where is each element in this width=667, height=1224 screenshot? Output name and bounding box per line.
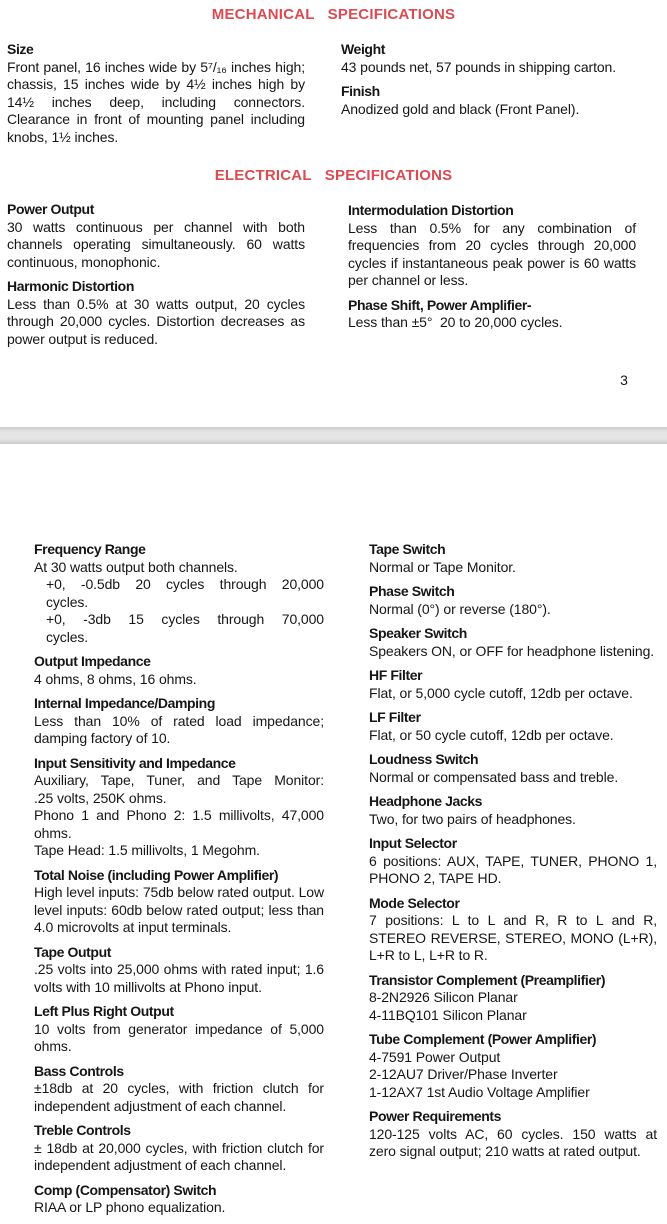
spec-definition: 2-12AU7 Driver/Phase Inverter	[369, 1066, 558, 1082]
spec-term: Mode Selector	[369, 894, 460, 911]
spec-section-tube-complement-power-amplifier	[369, 1031, 657, 1101]
spec-definition: Less than 10% of rated load impedance;	[34, 712, 324, 729]
spec-definition: Normal or compensated bass and treble.	[369, 768, 619, 785]
spec-term: Tape Switch	[369, 541, 446, 557]
spec-section-finish	[341, 83, 633, 118]
spec-definition: PHONO 2, TAPE HD.	[369, 870, 502, 886]
spec-definition: ±18db at 20 cycles, with friction clutch for independent adjustment of each channel.	[34, 1080, 324, 1114]
spec-term: Frequency Range	[34, 541, 146, 557]
electrical-right-column	[348, 202, 636, 339]
spec-term: Phase Shift, Power Amplifier-	[348, 296, 532, 313]
spec-definition: 6 positions: AUX, TAPE, TUNER, PHONO 1,	[369, 852, 657, 869]
spec-definition: 4 ohms, 8 ohms, 16 ohms.	[34, 670, 197, 687]
spec-section-bass-controls	[34, 1063, 324, 1116]
spec-section-phase-switch	[369, 583, 657, 618]
spec-section-frequency-range	[34, 541, 324, 646]
page-number: 3	[620, 372, 628, 388]
mechanical-left-column	[7, 41, 305, 153]
spec-definition: Flat, or 5,000 cycle cutoff, 12db per octave.	[369, 684, 633, 701]
spec-definition: Two, for two pairs of headphones.	[369, 810, 576, 827]
spec-term: Input Selector	[369, 835, 457, 851]
spec-section-treble-controls	[34, 1122, 324, 1175]
spec-definition: L+R to L, L+R to R.	[369, 947, 488, 963]
spec-term: Tube Complement (Power Amplifier)	[369, 1031, 597, 1047]
spec-term: Intermodulation Distortion	[348, 202, 514, 218]
page-divider	[0, 427, 667, 444]
spec-definition: RIAA or LP phono equalization.	[34, 1199, 226, 1215]
spec-definition: Flat, or 50 cycle cutoff, 12db per octave.	[369, 726, 614, 743]
spec-definition: Auxiliary, Tape, Tuner, and Tape Monitor:	[34, 772, 324, 788]
spec-term: Total Noise (including Power Amplifier)	[34, 866, 279, 883]
spec-definition: 43 pounds net, 57 pounds in shipping carton.	[341, 58, 617, 75]
spec-definition: Phono 1 and Phono 2: 1.5 millivolts, 47,000	[34, 807, 324, 823]
spec-section-internal-impedance-damping	[34, 695, 324, 748]
spec-section-headphone-jacks	[369, 793, 657, 828]
spec-term: Finish	[341, 83, 380, 99]
spec-definition: STEREO REVERSE, STEREO, MONO (L+R),	[369, 929, 657, 946]
spec-term: Weight	[341, 41, 386, 57]
spec-section-mode-selector	[369, 895, 657, 965]
spec-section-phase-shift-power-amplifier	[348, 297, 636, 332]
spec-section-tape-output	[34, 944, 324, 997]
spec-term: Headphone Jacks	[369, 793, 483, 809]
mechanical-right-column	[341, 41, 633, 125]
page2-right-column	[369, 541, 657, 1168]
spec-term: HF Filter	[369, 667, 423, 683]
spec-term: Internal Impedance/Damping	[34, 695, 215, 711]
spec-term: Power Requirements	[369, 1108, 502, 1124]
spec-definition: Anodized gold and black (Front Panel).	[341, 100, 580, 117]
spec-section-transistor-complement-preamplifier	[369, 972, 657, 1025]
spec-term: Input Sensitivity and Impedance	[34, 754, 236, 771]
spec-term: Harmonic Distortion	[7, 278, 134, 294]
spec-section-harmonic-distortion	[7, 278, 305, 348]
spec-section-hf-filter	[369, 667, 657, 702]
spec-definition: ohms.	[34, 824, 72, 841]
spec-definition: Normal or Tape Monitor.	[369, 558, 516, 575]
spec-definition: .25 volts into 25,000 ohms with rated input; 1.6 volts with 10 millivolts at Phono input.	[34, 961, 324, 995]
spec-section-total-noise-including-power-amplifier	[34, 867, 324, 937]
spec-definition: ± 18db at 20,000 cycles, with friction clutch for independent adjustment of each channel.	[34, 1139, 324, 1173]
spec-definition: cycles.	[46, 628, 89, 645]
spec-definition: Speakers ON, or OFF for headphone listening.	[369, 642, 655, 659]
spec-definition: zero signal output; 210 watts at rated output.	[369, 1143, 641, 1159]
spec-section-tape-switch	[369, 541, 657, 576]
spec-definition: +0, -3db 15 cycles through 70,000	[46, 611, 324, 627]
spec-definition: Tape Head: 1.5 millivolts, 1 Megohm.	[34, 842, 260, 858]
spec-section-power-output	[7, 201, 305, 271]
spec-definition: +0, -0.5db 20 cycles through 20,000	[46, 576, 324, 592]
spec-term: Size	[7, 41, 34, 57]
spec-section-lf-filter	[369, 709, 657, 744]
spec-definition: Normal (0°) or reverse (180°).	[369, 600, 551, 617]
spec-definition: Less than 0.5% for any combination of frequencies from 20 cycles through 20,000 cycles if instantaneous peak power is 60 watts per channel or less.	[348, 219, 636, 288]
electrical-left-column	[7, 201, 305, 355]
spec-term: Power Output	[7, 201, 94, 217]
spec-section-power-requirements	[369, 1108, 657, 1161]
page2-left-column	[34, 541, 324, 1224]
spec-term: Left Plus Right Output	[34, 1003, 174, 1019]
spec-section-input-sensitivity-and-impedance	[34, 755, 324, 860]
spec-definition: 10 volts from generator impedance of 5,000 ohms.	[34, 1020, 324, 1054]
spec-term: Loudness Switch	[369, 751, 479, 767]
spec-definition: 4-11BQ101 Silicon Planar	[369, 1006, 527, 1023]
spec-definition: 4-7591 Power Output	[369, 1048, 501, 1065]
spec-definition: .25 volts, 250K ohms.	[34, 789, 167, 806]
spec-section-comp-compensator-switch	[34, 1182, 324, 1217]
mechanical-specifications-heading: MECHANICAL SPECIFICATIONS	[211, 6, 456, 23]
spec-definition: Front panel, 16 inches wide by 5⁷/₁₆ inches high; chassis, 15 inches wide by 4½ inches high by 14½ inches deep, including connectors. Clearance in front of mounting panel including knobs, 1½ inches.	[7, 58, 305, 145]
spec-section-loudness-switch	[369, 751, 657, 786]
spec-term: LF Filter	[369, 709, 421, 725]
spec-term: Treble Controls	[34, 1122, 131, 1138]
spec-section-speaker-switch	[369, 625, 657, 660]
spec-definition: 7 positions: L to L and R, R to L and R,	[369, 912, 657, 928]
spec-section-output-impedance	[34, 653, 324, 688]
spec-term: Comp (Compensator) Switch	[34, 1181, 217, 1198]
spec-definition: damping factory of 10.	[34, 730, 171, 746]
spec-definition: 120-125 volts AC, 60 cycles. 150 watts at	[369, 1125, 657, 1142]
spec-definition: At 30 watts output both channels.	[34, 558, 238, 575]
spec-definition: 1-12AX7 1st Audio Voltage Amplifier	[369, 1083, 590, 1100]
spec-definition: cycles.	[46, 593, 89, 610]
spec-definition: 30 watts continuous per channel with both channels operating simultaneously. 60 watts continuous, monophonic.	[7, 218, 305, 270]
spec-term: Bass Controls	[34, 1062, 124, 1079]
spec-term: Output Impedance	[34, 653, 151, 669]
spec-section-input-selector	[369, 835, 657, 888]
spec-term: Phase Switch	[369, 583, 455, 599]
spec-definition: High level inputs: 75db below rated output. Low level inputs: 60db below rated output; less than 4.0 microvolts at input terminals.	[34, 884, 324, 935]
spec-section-size	[7, 41, 305, 146]
spec-term: Tape Output	[34, 943, 111, 960]
spec-definition: 8-2N2926 Silicon Planar	[369, 989, 518, 1005]
spec-section-intermodulation-distortion	[348, 202, 636, 290]
spec-section-weight	[341, 41, 633, 76]
spec-section-left-plus-right-output	[34, 1003, 324, 1056]
electrical-specifications-heading: ELECTRICAL SPECIFICATIONS	[214, 167, 453, 184]
spec-definition: Less than 0.5% at 30 watts output, 20 cycles through 20,000 cycles. Distortion decreases as power output is reduced.	[7, 295, 305, 347]
spec-definition: Less than ±5° 20 to 20,000 cycles.	[348, 314, 563, 330]
spec-term: Transistor Complement (Preamplifier)	[369, 971, 606, 988]
spec-term: Speaker Switch	[369, 625, 467, 641]
